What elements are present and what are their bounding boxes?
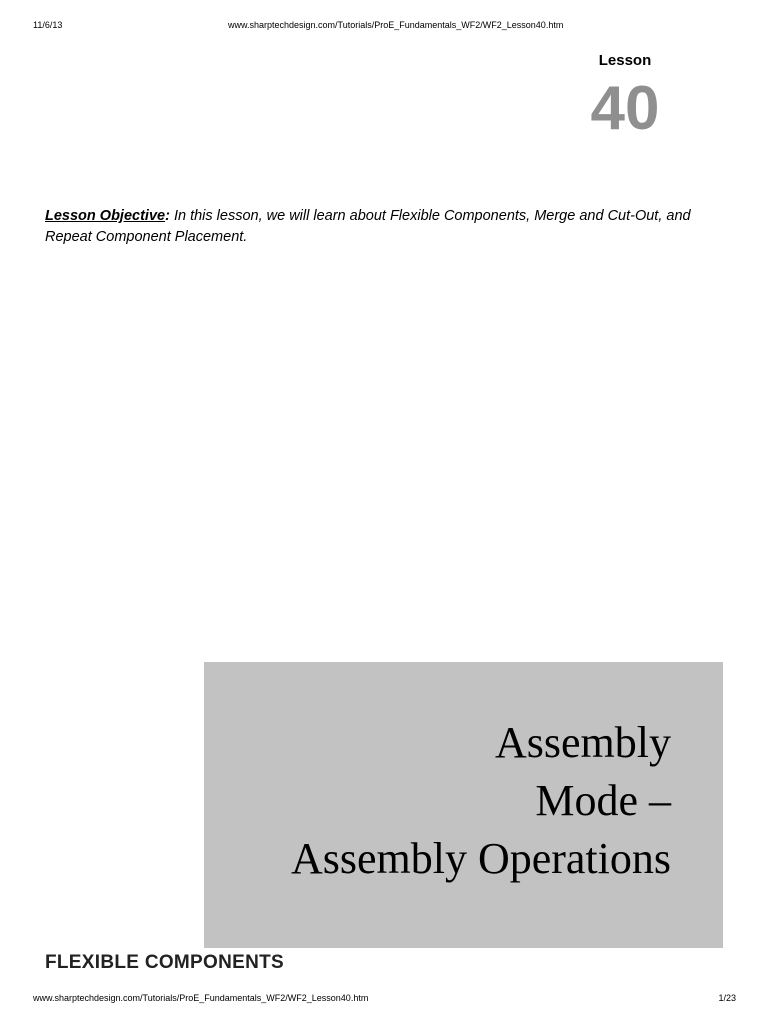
banner-title-line-3: Assembly Operations bbox=[290, 834, 671, 883]
banner-title-line-1: Assembly bbox=[495, 718, 671, 767]
banner-title bbox=[291, 714, 671, 888]
print-header-url: www.sharptechdesign.com/Tutorials/ProE_Fundamentals_WF2/WF2_Lesson40.htm bbox=[228, 20, 564, 30]
lesson-label: Lesson bbox=[598, 52, 652, 69]
lesson-objective-label: Lesson Objective bbox=[45, 208, 166, 224]
print-footer-url: www.sharptechdesign.com/Tutorials/ProE_Fundamentals_WF2/WF2_Lesson40.htm bbox=[33, 993, 369, 1003]
lesson-number: 40 bbox=[590, 74, 660, 143]
lesson-objective bbox=[45, 206, 735, 248]
banner-title-line-2: Mode – bbox=[535, 776, 671, 825]
lesson-objective-text: In this lesson, we will learn about Flexible Components, Merge and Cut-Out, and Repeat Component Placement. bbox=[45, 208, 691, 245]
print-footer-page-number: 1/23 bbox=[718, 993, 736, 1003]
title-banner bbox=[204, 662, 723, 948]
lesson-objective-colon: : bbox=[165, 208, 170, 224]
section-heading: FLEXIBLE COMPONENTS bbox=[45, 952, 284, 973]
print-header-date: 11/6/13 bbox=[33, 20, 63, 30]
